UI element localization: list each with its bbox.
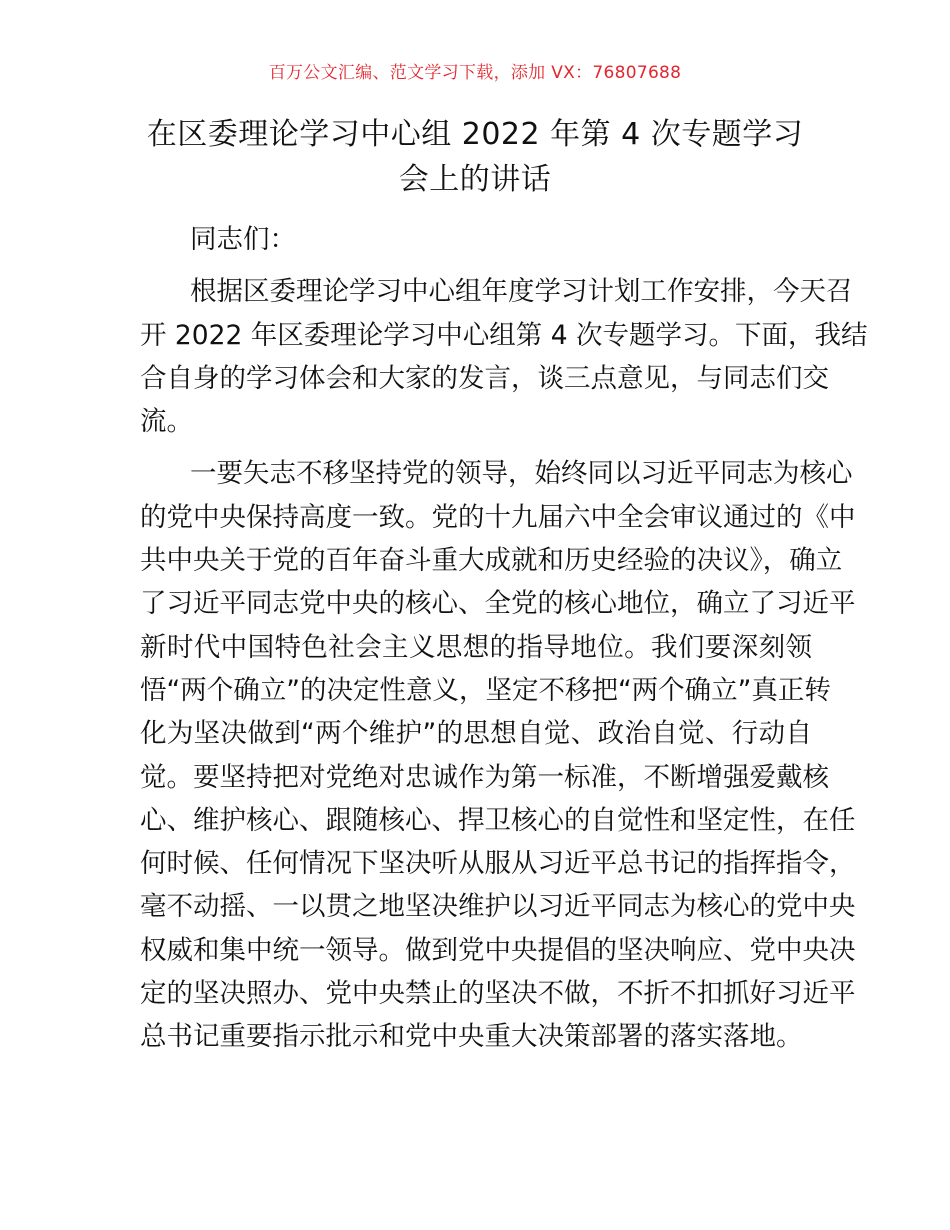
text-line: 一要矢志不移坚持党的领导，始终同以习近平同志为核心 xyxy=(190,458,853,490)
text-line: 权威和集中统一领导。做到党中央提倡的坚决响应、党中央决 xyxy=(140,934,856,966)
text-line: 觉。要坚持把对党绝对忠诚作为第一标准，不断增强爱戴核 xyxy=(140,761,829,793)
text-line: 何时候、任何情况下坚决听从服从习近平总书记的指挥指令， xyxy=(140,848,856,880)
text-line: 化为坚决做到“两个维护”的思想自觉、政治自觉、行动自 xyxy=(140,718,812,750)
document-body xyxy=(140,218,868,1059)
header-banner: 百万公文汇编、范文学习下载，添加 VX：76807688 xyxy=(268,63,682,83)
paragraph-1 xyxy=(140,270,868,443)
text-line: 悟“两个确立”的决定性意义，坚定不移把“两个确立”真正转 xyxy=(140,674,831,706)
text-line: 心、维护核心、跟随核心、捍卫核心的自觉性和坚定性，在任 xyxy=(140,804,856,836)
text-line: 的党中央保持高度一致。党的十九届六中全会审议通过的《中 xyxy=(140,501,856,533)
text-line: 了习近平同志党中央的核心、全党的核心地位，确立了习近平 xyxy=(140,588,856,620)
text-line: 根据区委理论学习中心组年度学习计划工作安排，今天召 xyxy=(190,276,853,308)
text-line: 流。 xyxy=(140,406,193,438)
text-line: 共中央关于党的百年奋斗重大成就和历史经验的决议》，确立 xyxy=(140,545,843,577)
text-line: 开 2022 年区委理论学习中心组第 4 次专题学习。下面，我结 xyxy=(140,319,868,351)
text-line: 新时代中国特色社会主义思想的指导地位。我们要深刻领 xyxy=(140,631,812,663)
text-line: 总书记重要指示批示和党中央重大决策部署的落实落地。 xyxy=(140,1021,803,1053)
document-title-line-2: 会上的讲话 xyxy=(398,162,552,197)
salutation: 同志们： xyxy=(190,224,296,255)
text-line: 合自身的学习体会和大家的发言，谈三点意见，与同志们交 xyxy=(140,362,829,394)
text-line: 定的坚决照办、党中央禁止的坚决不做，不折不扣抓好习近平 xyxy=(140,978,856,1010)
document-title-line-1: 在区委理论学习中心组 2022 年第 4 次专题学习 xyxy=(146,117,804,152)
text-line: 毫不动摇、一以贯之地坚决维护以习近平同志为核心的党中央 xyxy=(140,891,856,923)
paragraph-2 xyxy=(140,452,856,1058)
